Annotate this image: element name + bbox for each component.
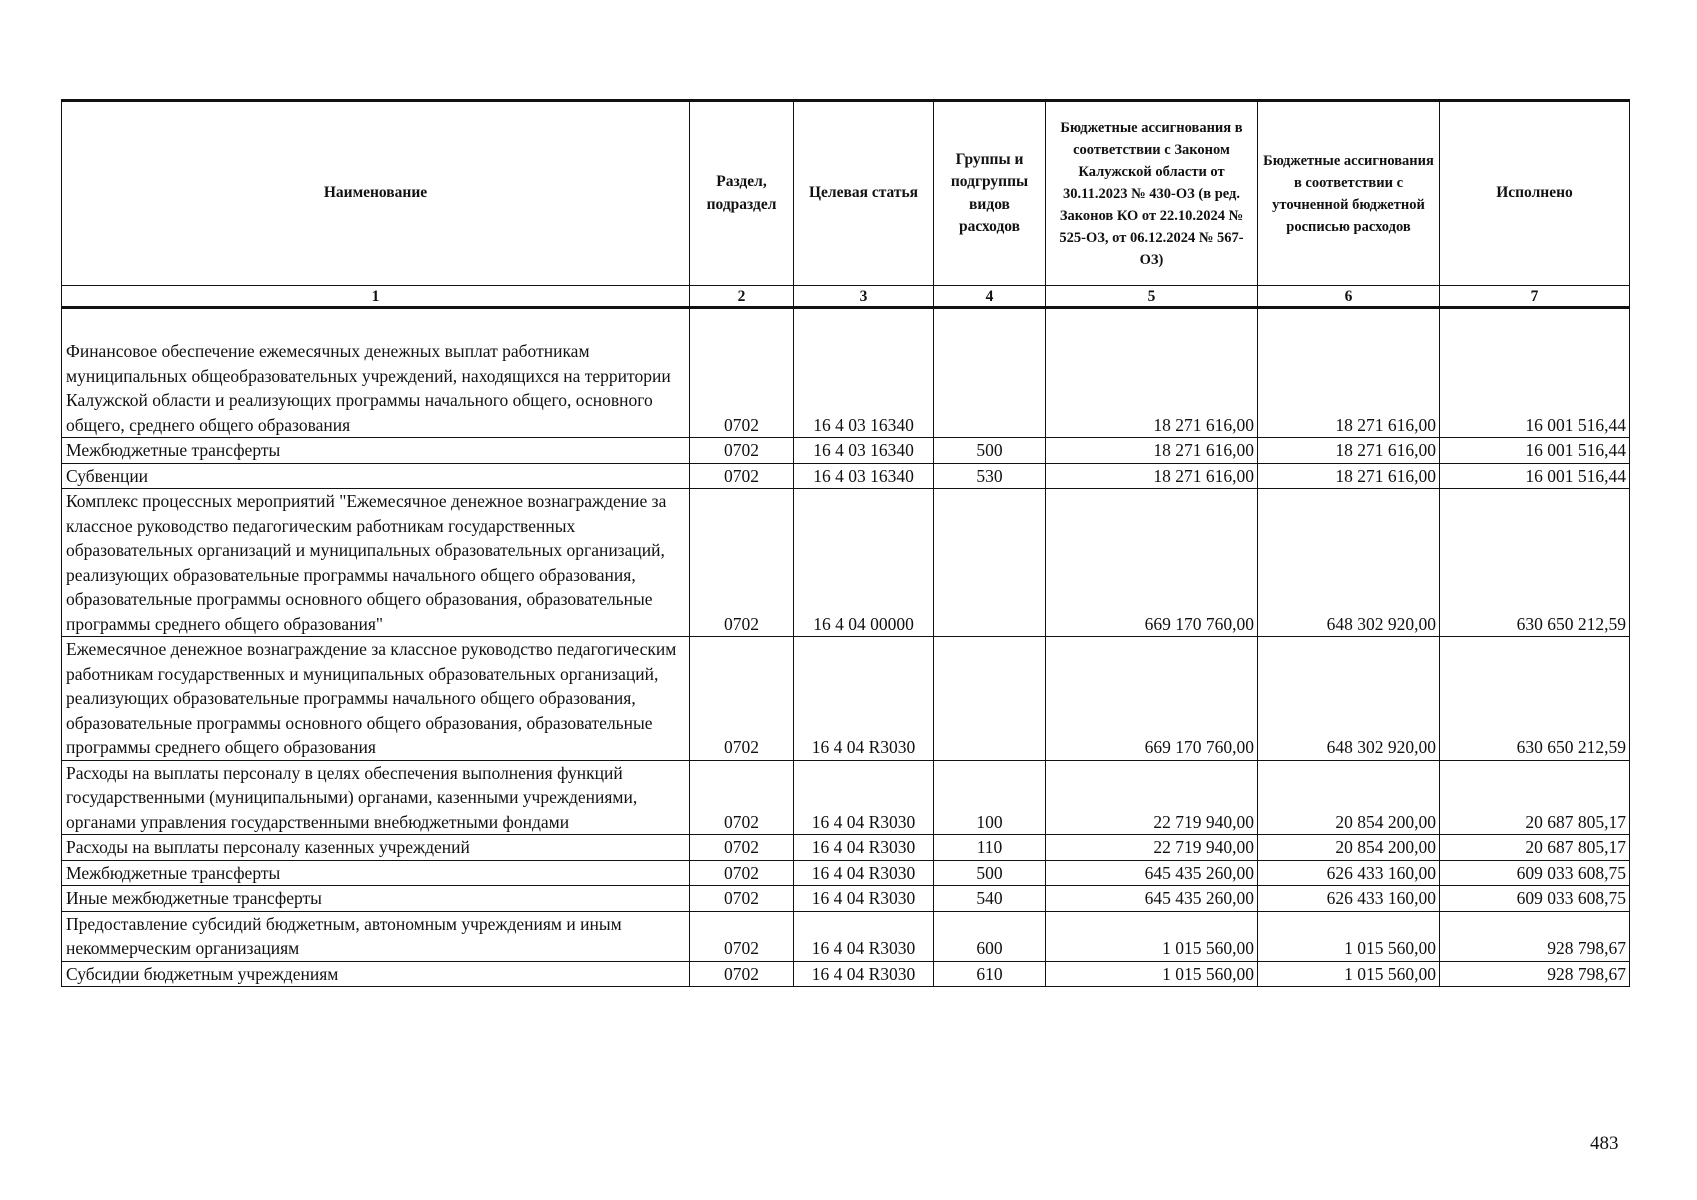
row-section: 0702 xyxy=(690,911,794,961)
column-number: 6 xyxy=(1258,286,1440,308)
table-row xyxy=(62,463,1630,489)
spacer-cell xyxy=(1046,308,1258,340)
row-executed-amount: 609 033 608,75 xyxy=(1440,860,1630,886)
row-section: 0702 xyxy=(690,835,794,861)
row-refined-amount: 18 271 616,00 xyxy=(1258,438,1440,464)
table-row xyxy=(62,339,1630,438)
row-group xyxy=(934,637,1046,761)
spacer-cell xyxy=(794,308,934,340)
row-law-amount: 669 170 760,00 xyxy=(1046,489,1258,637)
table-row xyxy=(62,961,1630,987)
row-executed-amount: 928 798,67 xyxy=(1440,961,1630,987)
column-number: 3 xyxy=(794,286,934,308)
row-group: 500 xyxy=(934,438,1046,464)
row-section: 0702 xyxy=(690,339,794,438)
row-law-amount: 645 435 260,00 xyxy=(1046,860,1258,886)
spacer-cell xyxy=(1440,308,1630,340)
row-name: Межбюджетные трансферты xyxy=(62,438,690,464)
header-row xyxy=(62,101,1630,286)
header-target-article: Целевая статья xyxy=(794,101,934,286)
header-law-allocations: Бюджетные ассигнования в соответствии с Законом Калужской области от 30.11.2023 № 430-ОЗ (в ред. Законов КО от 22.10.2024 № 525-ОЗ, от 06.12.2024 № 567-ОЗ) xyxy=(1046,101,1258,286)
table-row xyxy=(62,438,1630,464)
row-refined-amount: 20 854 200,00 xyxy=(1258,760,1440,835)
row-article: 16 4 03 16340 xyxy=(794,339,934,438)
row-section: 0702 xyxy=(690,489,794,637)
row-executed-amount: 16 001 516,44 xyxy=(1440,463,1630,489)
row-article: 16 4 04 00000 xyxy=(794,489,934,637)
row-name: Иные межбюджетные трансферты xyxy=(62,886,690,912)
row-section: 0702 xyxy=(690,760,794,835)
row-name: Финансовое обеспечение ежемесячных денежных выплат работникам муниципальных общеобразовательных учреждений, находящихся на территории Калужской области и реализующих программы начального общего, основного общего, среднего общего образования xyxy=(62,339,690,438)
table-row xyxy=(62,489,1630,637)
header-name: Наименование xyxy=(62,101,690,286)
column-number: 4 xyxy=(934,286,1046,308)
row-name: Субсидии бюджетным учреждениям xyxy=(62,961,690,987)
row-article: 16 4 04 R3030 xyxy=(794,760,934,835)
row-law-amount: 18 271 616,00 xyxy=(1046,339,1258,438)
row-executed-amount: 16 001 516,44 xyxy=(1440,339,1630,438)
row-executed-amount: 630 650 212,59 xyxy=(1440,489,1630,637)
row-executed-amount: 630 650 212,59 xyxy=(1440,637,1630,761)
table-row xyxy=(62,637,1630,761)
header-expense-group: Группы и подгруппы видов расходов xyxy=(934,101,1046,286)
header-executed: Исполнено xyxy=(1440,101,1630,286)
row-section: 0702 xyxy=(690,637,794,761)
page-number: 483 xyxy=(1590,1133,1619,1154)
row-refined-amount: 648 302 920,00 xyxy=(1258,489,1440,637)
spacer-cell xyxy=(934,308,1046,340)
row-executed-amount: 928 798,67 xyxy=(1440,911,1630,961)
row-executed-amount: 20 687 805,17 xyxy=(1440,760,1630,835)
row-name: Расходы на выплаты персоналу в целях обеспечения выполнения функций государственными (муниципальными) органами, казенными учреждениями, органами управления государственными внебюджетными фондами xyxy=(62,760,690,835)
row-group: 610 xyxy=(934,961,1046,987)
spacer-row xyxy=(62,308,1630,340)
spacer-cell xyxy=(690,308,794,340)
row-section: 0702 xyxy=(690,961,794,987)
row-name: Ежемесячное денежное вознаграждение за классное руководство педагогическим работникам государственных и муниципальных образовательных организаций, реализующих образовательные программы начального общего образования, образовательные программы основного общего образования, образовательные программы среднего общего образования xyxy=(62,637,690,761)
row-refined-amount: 1 015 560,00 xyxy=(1258,911,1440,961)
table-row xyxy=(62,835,1630,861)
table-row xyxy=(62,886,1630,912)
table-row xyxy=(62,860,1630,886)
row-article: 16 4 04 R3030 xyxy=(794,637,934,761)
row-article: 16 4 03 16340 xyxy=(794,438,934,464)
column-number: 2 xyxy=(690,286,794,308)
row-group: 100 xyxy=(934,760,1046,835)
row-name: Предоставление субсидий бюджетным, автономным учреждениям и иным некоммерческим организациям xyxy=(62,911,690,961)
table-row xyxy=(62,911,1630,961)
header-refined-allocations: Бюджетные ассигнования в соответствии с уточненной бюджетной росписью расходов xyxy=(1258,101,1440,286)
column-number-row xyxy=(62,286,1630,308)
row-law-amount: 645 435 260,00 xyxy=(1046,886,1258,912)
row-law-amount: 18 271 616,00 xyxy=(1046,463,1258,489)
row-article: 16 4 04 R3030 xyxy=(794,835,934,861)
row-section: 0702 xyxy=(690,886,794,912)
row-group xyxy=(934,339,1046,438)
row-group: 530 xyxy=(934,463,1046,489)
row-article: 16 4 04 R3030 xyxy=(794,911,934,961)
row-refined-amount: 648 302 920,00 xyxy=(1258,637,1440,761)
row-name: Субвенции xyxy=(62,463,690,489)
header-section: Раздел, подраздел xyxy=(690,101,794,286)
row-article: 16 4 03 16340 xyxy=(794,463,934,489)
table-row xyxy=(62,760,1630,835)
row-law-amount: 1 015 560,00 xyxy=(1046,961,1258,987)
row-name: Расходы на выплаты персоналу казенных учреждений xyxy=(62,835,690,861)
row-group: 540 xyxy=(934,886,1046,912)
column-number: 7 xyxy=(1440,286,1630,308)
row-group xyxy=(934,489,1046,637)
row-refined-amount: 20 854 200,00 xyxy=(1258,835,1440,861)
spacer-cell xyxy=(62,308,690,340)
row-section: 0702 xyxy=(690,860,794,886)
column-number: 5 xyxy=(1046,286,1258,308)
column-number: 1 xyxy=(62,286,690,308)
row-refined-amount: 18 271 616,00 xyxy=(1258,463,1440,489)
row-article: 16 4 04 R3030 xyxy=(794,961,934,987)
row-section: 0702 xyxy=(690,463,794,489)
row-law-amount: 1 015 560,00 xyxy=(1046,911,1258,961)
row-law-amount: 22 719 940,00 xyxy=(1046,835,1258,861)
row-law-amount: 22 719 940,00 xyxy=(1046,760,1258,835)
row-executed-amount: 16 001 516,44 xyxy=(1440,438,1630,464)
row-refined-amount: 626 433 160,00 xyxy=(1258,860,1440,886)
row-executed-amount: 20 687 805,17 xyxy=(1440,835,1630,861)
row-section: 0702 xyxy=(690,438,794,464)
row-refined-amount: 626 433 160,00 xyxy=(1258,886,1440,912)
row-refined-amount: 18 271 616,00 xyxy=(1258,339,1440,438)
row-group: 110 xyxy=(934,835,1046,861)
row-refined-amount: 1 015 560,00 xyxy=(1258,961,1440,987)
row-law-amount: 669 170 760,00 xyxy=(1046,637,1258,761)
row-name: Межбюджетные трансферты xyxy=(62,860,690,886)
budget-table xyxy=(61,99,1630,987)
spacer-cell xyxy=(1258,308,1440,340)
row-article: 16 4 04 R3030 xyxy=(794,860,934,886)
row-name: Комплекс процессных мероприятий "Ежемесячное денежное вознаграждение за классное руководство педагогическим работникам государственных образовательных организаций и муниципальных образовательных организаций, реализующих образовательные программы начального общего образования, образовательные программы основного общего образования, образовательные программы среднего общего образования" xyxy=(62,489,690,637)
row-article: 16 4 04 R3030 xyxy=(794,886,934,912)
row-law-amount: 18 271 616,00 xyxy=(1046,438,1258,464)
row-group: 500 xyxy=(934,860,1046,886)
row-executed-amount: 609 033 608,75 xyxy=(1440,886,1630,912)
row-group: 600 xyxy=(934,911,1046,961)
